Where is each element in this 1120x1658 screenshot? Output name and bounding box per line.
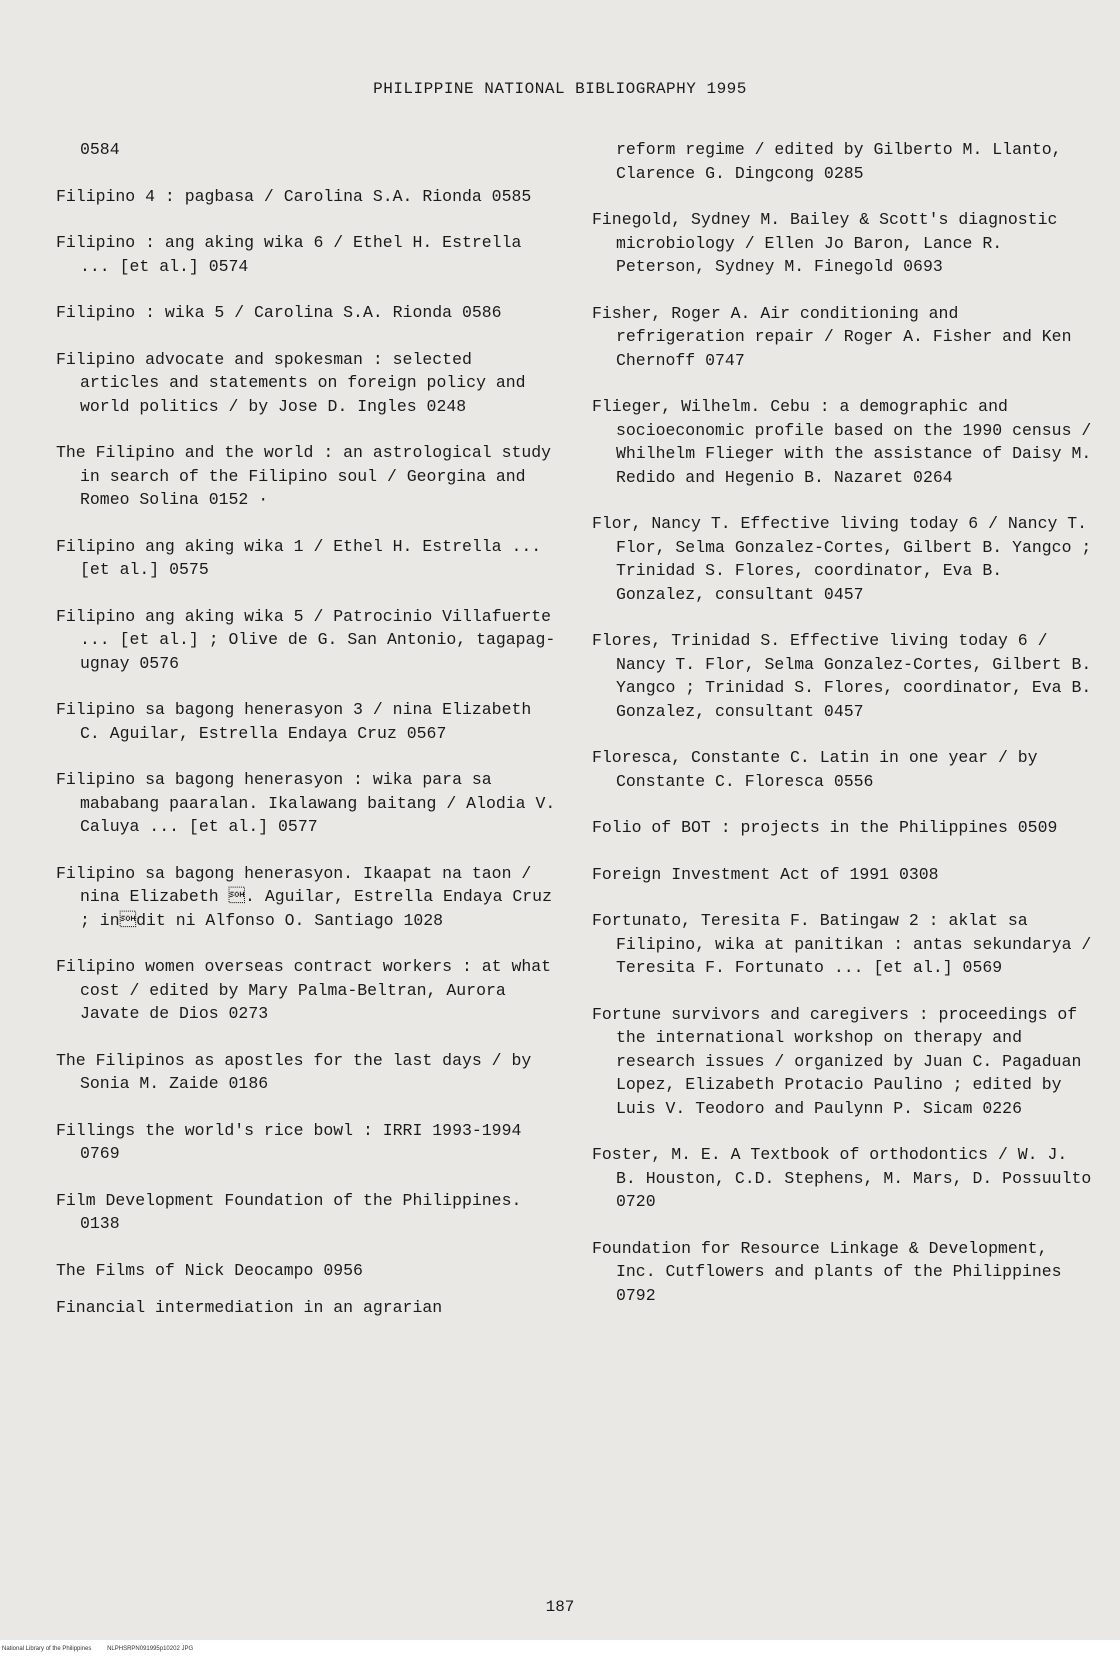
bibliography-entry: Flor, Nancy T. Effective living today 6 / Nancy T. Flor, Selma Gonzalez-Cortes, Gilbert B. Yangco ; Trinidad S. Flores, coordinator, Eva B. Gonzalez, consultant 0457 [592,514,1092,604]
footer-file-code: NLPHSRPN091995p10202 JPG [107,1646,194,1652]
bibliography-entry: Filipino women overseas contract workers : at what cost / edited by Mary Palma-Beltran, Aurora Javate de Dios 0273 [56,957,552,1023]
bibliography-entry: Fisher, Roger A. Air conditioning and refrigeration repair / Roger A. Fisher and Ken Chernoff 0747 [592,303,1072,370]
bibliography-entry: Financial intermediation in an agrarian [56,1298,443,1317]
right-column [592,138,1092,1330]
bibliography-entry: Film Development Foundation of the Philippines. 0138 [56,1190,522,1233]
scan-footer [0,1640,1120,1658]
bibliography-entry: Fillings the world's rice bowl : IRRI 1993-1994 0769 [56,1120,522,1163]
bibliography-entry: The Filipino and the world : an astrological study in search of the Filipino soul / Georgina and Romeo Solina 0152 · [56,443,552,509]
bibliography-entry: Filipino 4 : pagbasa / Carolina S.A. Rionda 0585 [56,186,532,206]
bibliography-entry: Filipino : ang aking wika 6 / Ethel H. Estrella ... [et al.] 0574 [56,233,522,276]
bibliography-entry: Floresca, Constante C. Latin in one year / by Constante C. Floresca 0556 [592,748,1038,791]
bibliography-entry: Fortunato, Teresita F. Batingaw 2 : aklat sa Filipino, wika at panitikan : antas sekundarya / Teresita F. Fortunato ... [et al.] 0569 [592,911,1092,977]
bibliography-entry: reform regime / edited by Gilberto M. Llanto, Clarence G. Dingcong 0285 [616,140,1062,183]
bibliography-entry: Foster, M. E. A Textbook of orthodontics / W. J. B. Houston, C.D. Stephens, M. Mars, D. Possuulto 0720 [592,1145,1092,1211]
bibliography-entry: Finegold, Sydney M. Bailey & Scott's diagnostic microbiology / Ellen Jo Baron, Lance R. Peterson, Sydney M. Finegold 0693 [592,210,1058,276]
bibliography-entry: Folio of BOT : projects in the Philippines 0509 [592,818,1058,837]
bibliography-entry: The Filipinos as apostles for the last days / by Sonia M. Zaide 0186 [56,1050,532,1093]
bibliography-entry: Foundation for Resource Linkage & Development, Inc. Cutflowers and plants of the Philippines 0792 [592,1238,1062,1305]
bibliography-entry: 0584 [80,140,120,159]
page-title: PHILIPPINE NATIONAL BIBLIOGRAPHY 1995 [373,80,747,98]
page-number: 187 [545,1598,575,1616]
bibliography-entry: Fortune survivors and caregivers : proceedings of the international workshop on therapy and research issues / organized by Juan C. Pagaduan Lopez, Elizabeth Protacio Paulino ; edited by Luis V. Teodoro and Paulynn P. Sicam 0226 [592,1004,1082,1118]
bibliography-entry: Foreign Investment Act of 1991 0308 [592,864,939,884]
footer-library: National Library of the Philippines [2,1646,92,1652]
bibliography-entry: Filipino sa bagong henerasyon 3 / nina Elizabeth C. Aguilar, Estrella Endaya Cruz 0567 [56,700,532,743]
bibliography-entry: Filipino sa bagong henerasyon : wika para sa mababang paaralan. Ikalawang baitang / Alodia V. Caluya ... [et al.] 0577 [56,770,556,836]
bibliography-entry: Flores, Trinidad S. Effective living today 6 / Nancy T. Flor, Selma Gonzalez-Cortes, Gilbert B. Yangco ; Trinidad S. Flores, coordinator, Eva B. Gonzalez, consultant 0457 [592,631,1092,721]
left-column [56,138,556,1343]
bibliography-entry: Filipino advocate and spokesman : selected articles and statements on foreign policy and world politics / by Jose D. Ingles 0248 [56,349,526,416]
bibliography-entry: Filipino : wika 5 / Carolina S.A. Rionda 0586 [56,303,502,322]
bibliography-entry: The Films of Nick Deocampo 0956 [56,1260,363,1280]
bibliography-entry: Filipino ang aking wika 5 / Patrocinio Villafuerte ... [et al.] ; Olive de G. San Antonio, tagapag-ugnay 0576 [56,606,556,673]
bibliography-entry: Filipino ang aking wika 1 / Ethel H. Estrella ... [et al.] 0575 [56,536,542,579]
bibliography-entry: Flieger, Wilhelm. Cebu : a demographic and socioeconomic profile based on the 1990 census / Whilhelm Flieger with the assistance of Daisy M. Redido and Hegenio B. Nazaret 0264 [592,397,1092,487]
bibliography-entry: Filipino sa bagong henerasyon. Ikaapat na taon / nina Elizabeth . Aguilar, Estrella Endaya Cruz ; indit ni Alfonso O. Santiago 1028 [56,863,552,930]
